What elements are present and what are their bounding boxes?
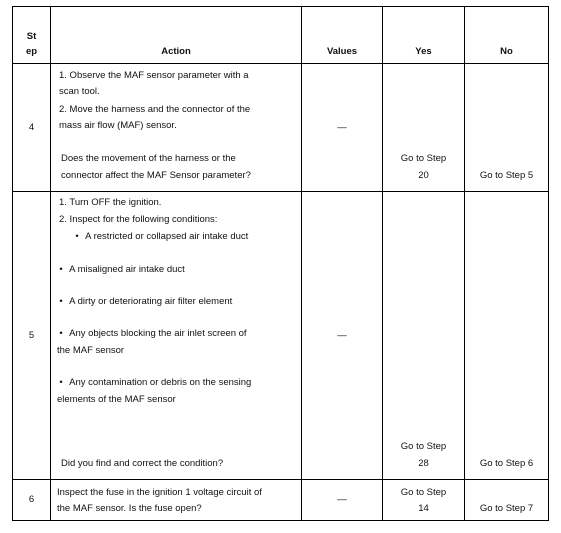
yes-step-number: 14: [418, 503, 429, 514]
bullet-item: • Any objects blocking the air inlet screen of: [55, 326, 247, 342]
header-step: [13, 7, 51, 64]
bullet-icon: •: [59, 328, 63, 339]
bullet-icon: •: [59, 377, 63, 388]
table-row: [13, 192, 549, 480]
bullet-item: • A dirty or deteriorating air filter element: [55, 294, 232, 310]
action-cell: [51, 480, 302, 521]
action-cell: [51, 192, 302, 480]
step-number: 4: [13, 64, 51, 192]
header-step-line1: St: [26, 31, 37, 42]
action-line: Does the movement of the harness or the: [61, 153, 236, 164]
action-line: 2. Move the harness and the connector of the: [59, 104, 251, 115]
no-line: Go to Step 6: [479, 458, 534, 469]
bullet-item: • A restricted or collapsed air intake duct: [71, 229, 248, 245]
yes-cell: [383, 480, 465, 521]
values-dash: —: [337, 329, 347, 341]
bullet-icon: •: [75, 231, 79, 242]
header-row: [13, 7, 549, 64]
action-line: scan tool.: [59, 86, 100, 97]
yes-step-number: 28: [418, 458, 429, 469]
action-line: the MAF sensor: [57, 345, 125, 356]
table-row: [13, 480, 549, 521]
yes-cell: [383, 64, 465, 192]
step-number: 5: [13, 192, 51, 480]
action-line: the MAF sensor. Is the fuse open?: [57, 503, 202, 514]
values-cell: [302, 480, 383, 521]
values-dash: —: [337, 494, 347, 505]
action-line: 2. Inspect for the following conditions:: [59, 214, 218, 225]
header-action: Action: [51, 7, 302, 64]
yes-line: Go to Step: [400, 153, 447, 164]
yes-line: Go to Step: [400, 487, 447, 498]
bullet-item: • Any contamination or debris on the sensing: [55, 375, 251, 391]
header-step-line2: ep: [25, 46, 38, 57]
action-line: 1. Observe the MAF sensor parameter with a: [59, 70, 249, 81]
yes-line: Go to Step: [400, 441, 447, 452]
yes-cell: [383, 192, 465, 480]
no-line: Go to Step 5: [479, 170, 534, 181]
procedure-table: [12, 6, 549, 521]
table-row: [13, 64, 549, 192]
action-line: Did you find and correct the condition?: [61, 458, 224, 469]
action-line: elements of the MAF sensor: [57, 394, 176, 405]
values-cell: [302, 192, 383, 480]
action-line: Inspect the fuse in the ignition 1 voltage circuit of: [57, 487, 262, 498]
action-line: 1. Turn OFF the ignition.: [59, 197, 162, 208]
yes-step-number: 20: [418, 170, 429, 181]
action-line: mass air flow (MAF) sensor.: [59, 120, 177, 131]
values-dash: —: [337, 121, 347, 133]
no-cell: [465, 64, 549, 192]
action-line: connector affect the MAF Sensor parameter?: [61, 170, 251, 181]
header-values: Values: [302, 7, 383, 64]
no-line: Go to Step 7: [479, 503, 534, 514]
bullet-item: • A misaligned air intake duct: [55, 262, 185, 278]
no-cell: [465, 480, 549, 521]
bullet-icon: •: [59, 264, 63, 275]
no-cell: [465, 192, 549, 480]
bullet-icon: •: [59, 296, 63, 307]
header-yes: Yes: [383, 7, 465, 64]
values-cell: [302, 64, 383, 192]
action-cell: [51, 64, 302, 192]
header-no: No: [465, 7, 549, 64]
step-number: 6: [13, 480, 51, 521]
